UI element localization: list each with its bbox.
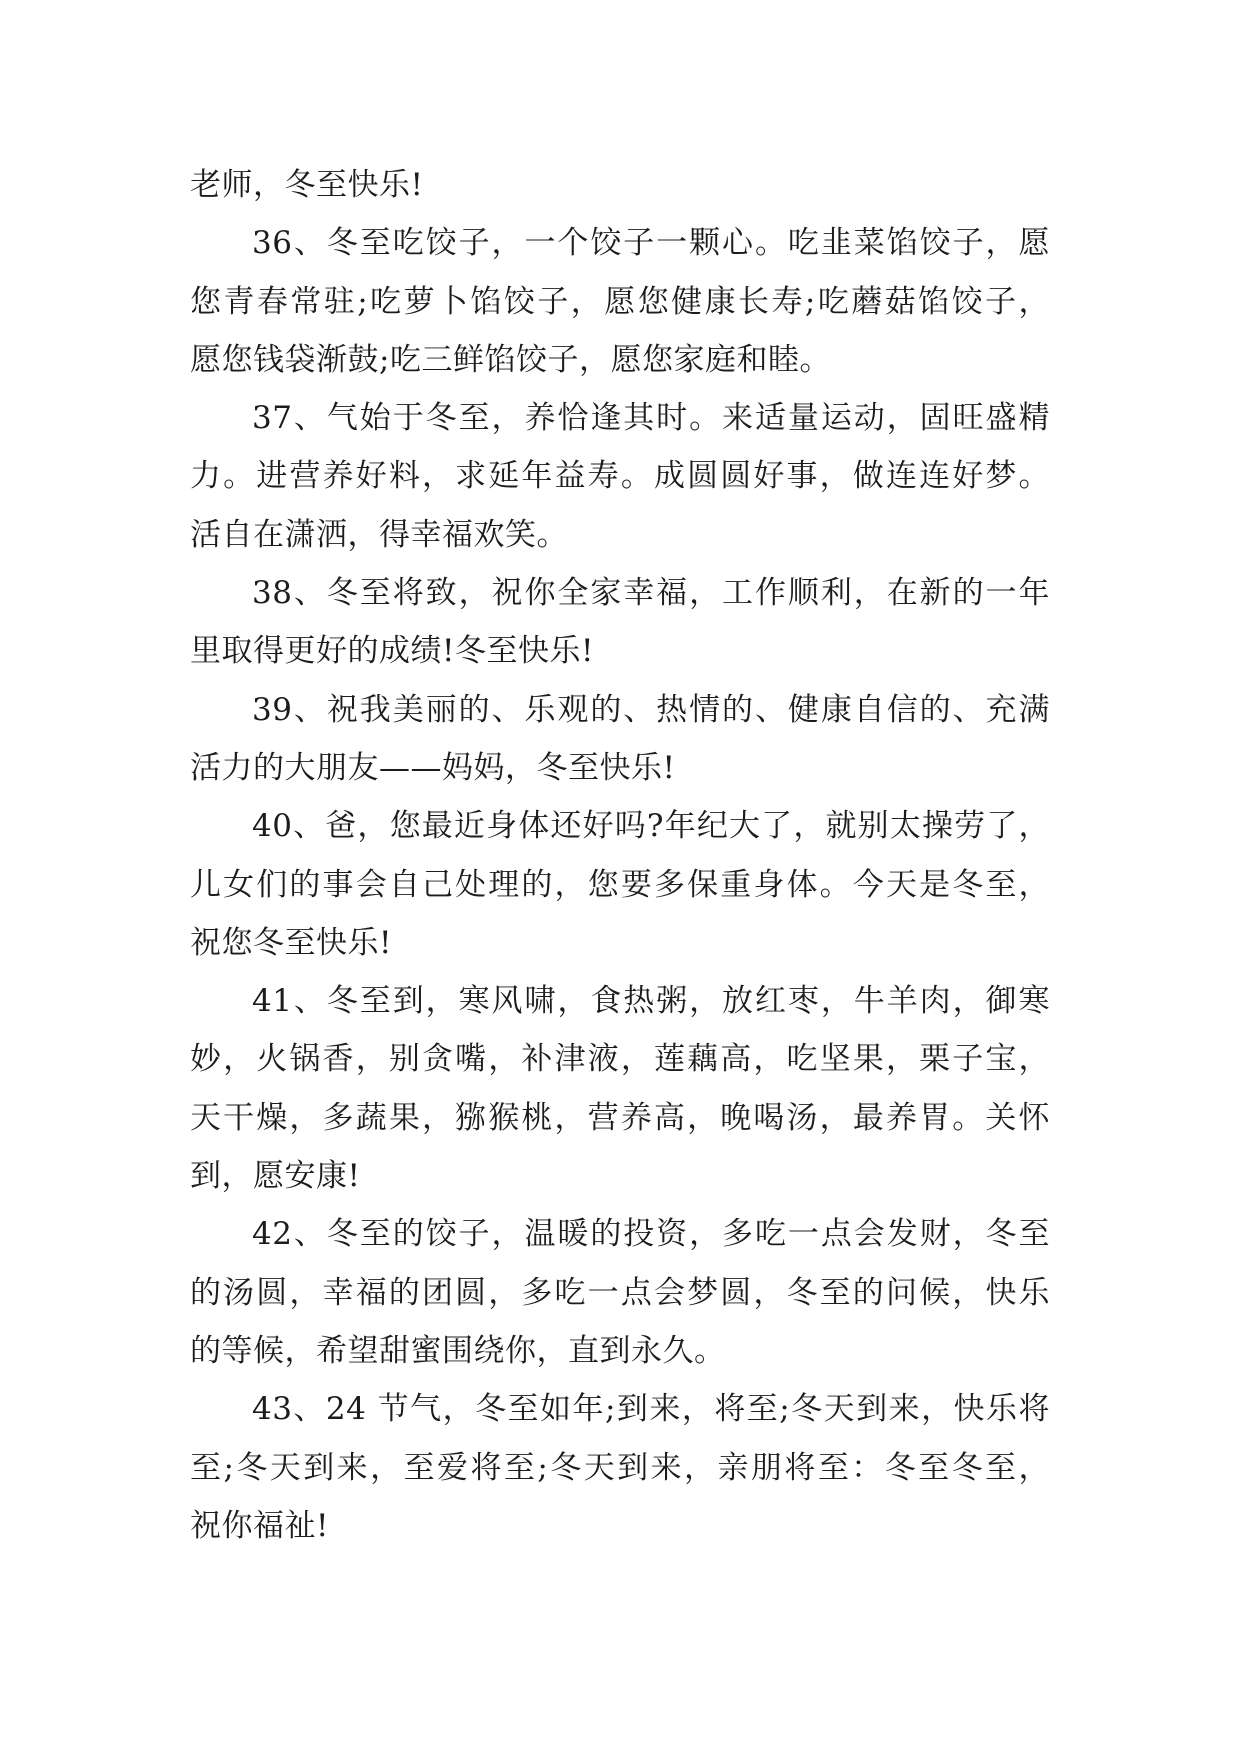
text-line: 43、24 节气，冬至如年;到来，将至;冬天到来，快乐将 — [252, 1391, 1050, 1428]
text-line: 老师，冬至快乐! — [190, 167, 424, 203]
text-line: 妙，火锅香，别贪嘴，补津液，莲藕高，吃坚果，栗子宝， — [190, 1041, 1050, 1078]
paragraph — [190, 681, 1050, 798]
text-line: 祝你福祉! — [190, 1507, 329, 1544]
text-line: 38、冬至将致，祝你全家幸福，工作顺利，在新的一年 — [252, 575, 1050, 612]
text-line: 愿您钱袋渐鼓;吃三鲜馅饺子，愿您家庭和睦。 — [190, 341, 831, 378]
paragraph — [190, 797, 1050, 972]
text-line: 儿女们的事会自己处理的，您要多保重身体。今天是冬至， — [190, 866, 1050, 903]
text-line: 的等候，希望甜蜜围绕你，直到永久。 — [190, 1332, 726, 1369]
text-line: 您青春常驻;吃萝卜馅饺子，愿您健康长寿;吃蘑菇馅饺子， — [190, 283, 1050, 320]
paragraph — [190, 1205, 1050, 1380]
text-line: 活自在潇洒，得幸福欢笑。 — [190, 516, 568, 553]
text-line: 祝您冬至快乐! — [190, 924, 392, 961]
text-line: 的汤圆，幸福的团圆，多吃一点会梦圆，冬至的问候，快乐 — [190, 1274, 1050, 1311]
paragraph — [190, 564, 1050, 681]
text-line: 40、爸，您最近身体还好吗?年纪大了，就别太操劳了， — [252, 808, 1050, 845]
document-body — [190, 156, 1050, 1555]
paragraph — [190, 1380, 1050, 1555]
paragraph — [190, 156, 1050, 214]
text-line: 至;冬天到来，至爱将至;冬天到来，亲朋将至：冬至冬至， — [190, 1449, 1050, 1486]
text-line: 42、冬至的饺子，温暖的投资，多吃一点会发财，冬至 — [252, 1216, 1050, 1253]
text-line: 活力的大朋友——妈妈，冬至快乐! — [190, 749, 676, 786]
text-line: 天干燥，多蔬果，猕猴桃，营养高，晚喝汤，最养胃。关怀 — [190, 1099, 1050, 1136]
text-line: 36、冬至吃饺子，一个饺子一颗心。吃韭菜馅饺子，愿 — [252, 225, 1050, 262]
paragraph — [190, 972, 1050, 1205]
paragraph — [190, 214, 1050, 389]
text-line: 里取得更好的成绩!冬至快乐! — [190, 633, 594, 670]
text-line: 41、冬至到，寒风啸，食热粥，放红枣，牛羊肉，御寒 — [252, 983, 1050, 1020]
text-line: 37、气始于冬至，养恰逢其时。来适量运动，固旺盛精 — [252, 400, 1050, 437]
text-line: 到，愿安康! — [190, 1158, 361, 1195]
paragraph — [190, 389, 1050, 564]
text-line: 力。进营养好料，求延年益寿。成圆圆好事，做连连好梦。 — [190, 458, 1050, 495]
text-line: 39、祝我美丽的、乐观的、热情的、健康自信的、充满 — [252, 691, 1050, 728]
